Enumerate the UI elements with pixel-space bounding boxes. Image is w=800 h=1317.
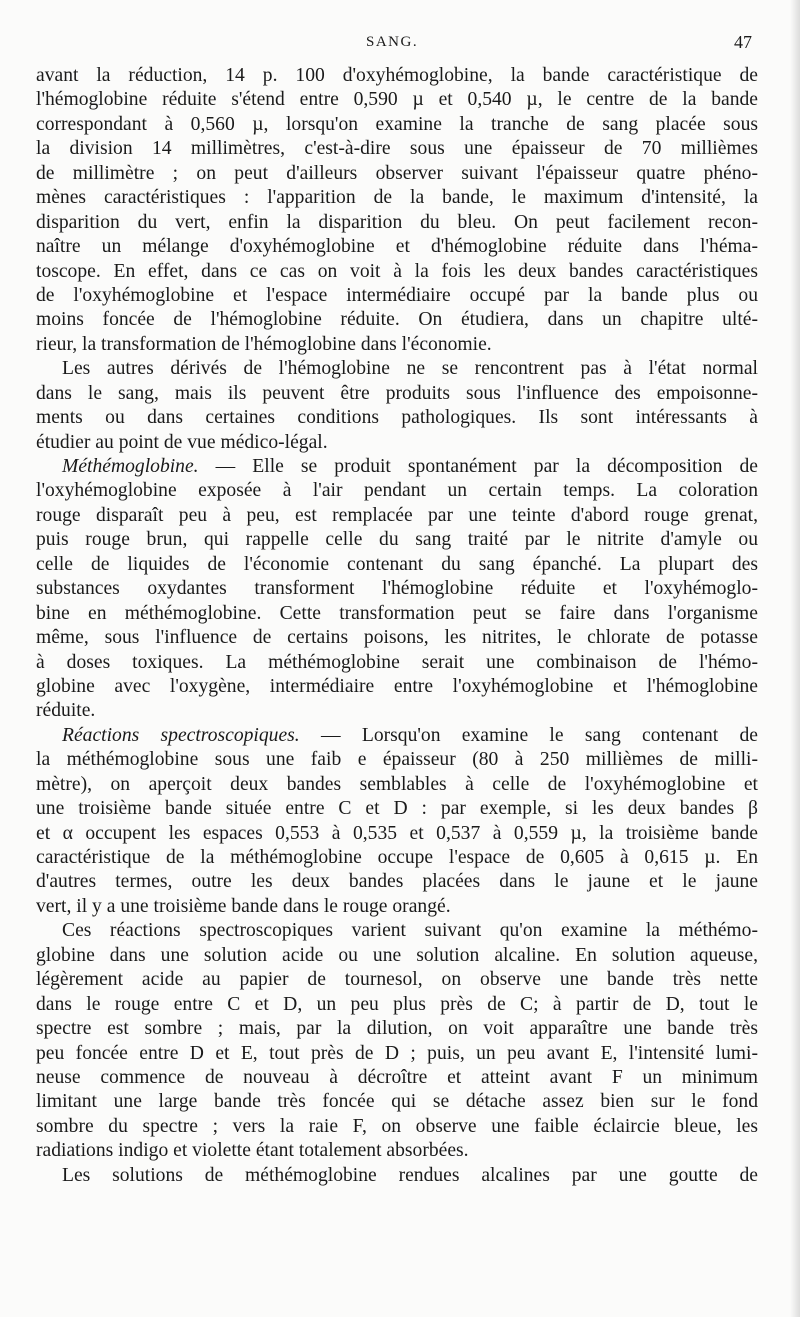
text-line: radiations indigo et violette étant totalement absorbées. [36, 1140, 469, 1162]
text-line: limitant une large bande très foncée qui se détache assez bien sur le fond [36, 1091, 758, 1113]
text-line: même, sous l'influence de certains poisons, les nitrites, le chlorate de potasse [36, 627, 758, 649]
text-line: avant la réduction, 14 p. 100 d'oxyhémoglobine, la bande caractéristique de [36, 65, 758, 86]
text-line: étudier au point de vue médico-légal. [36, 431, 328, 453]
section-heading-reactions: Réactions spectroscopiques. [62, 724, 300, 746]
text-line: dans le sang, mais ils peuvent être produits sous l'influence des empoisonne- [36, 382, 758, 404]
text-line: à doses toxiques. La méthémoglobine serait une combinaison de l'hémo- [36, 651, 758, 673]
paragraph-heading-line [36, 724, 758, 748]
text-line: neuse commence de nouveau à décroître et atteint avant F un minimum [36, 1066, 758, 1088]
text-line: globine dans une solution acide ou une solution alcaline. En solution aqueuse, [36, 944, 758, 966]
text-line: dans le rouge entre C et D, un peu plus près de C; à partir de D, tout le [36, 993, 758, 1015]
text-line: ments ou dans certaines conditions pathologiques. Ils sont intéressants à [36, 407, 758, 429]
text-line: de l'oxyhémoglobine et l'espace intermédiaire occupé par la bande plus ou [36, 284, 758, 306]
text-line: toscope. En effet, dans ce cas on voit à la fois les deux bandes caractéristiques [36, 260, 758, 282]
text-line: une troisième bande située entre C et D : par exemple, si les deux bandes β [36, 798, 758, 820]
text-line: correspondant à 0,560 µ, lorsqu'on examine la tranche de sang placée sous [36, 113, 758, 135]
body-text [36, 64, 758, 1188]
text-line: de millimètre ; on peut d'ailleurs observer suivant l'épaisseur quatre phéno- [36, 162, 758, 184]
text-line: d'autres termes, outre les deux bandes placées dans le jaune et le jaune [36, 871, 758, 893]
text-line: l'hémoglobine réduite s'étend entre 0,590 µ et 0,540 µ, le centre de la bande [36, 89, 758, 111]
text-line: réduite. [36, 700, 96, 722]
text-line: vert, il y a une troisième bande dans le rouge orangé. [36, 895, 451, 917]
text-line: Ces réactions spectroscopiques varient suivant qu'on examine la méthémo- [62, 920, 758, 942]
text-line: la méthémoglobine sous une faib e épaisseur (80 à 250 millièmes de milli- [36, 749, 758, 771]
running-head [0, 34, 800, 54]
text-line: rouge disparaît peu à peu, est remplacée par une teinte d'abord rouge grenat, [36, 504, 758, 526]
page-number: 47 [734, 32, 752, 52]
page-edge-shadow [790, 0, 800, 1317]
text-line-continuation: — Lorsqu'on examine le sang contenant de [320, 724, 758, 746]
text-line-continuation: — Elle se produit spontanément par la décomposition de [215, 456, 758, 477]
text-line: disparition du vert, enfin la disparition du bleu. On peut facilement recon- [36, 211, 758, 233]
section-heading-methemoglobine: Méthémoglobine. [62, 456, 199, 477]
text-line: puis rouge brun, qui rappelle celle du sang traité par le nitrite d'amyle ou [36, 529, 758, 551]
text-line: globine avec l'oxygène, intermédiaire entre l'oxyhémoglobine et l'hémoglobine [36, 675, 758, 697]
text-line: légèrement acide au papier de tournesol, on observe une bande très nette [36, 969, 758, 991]
text-line: caractéristique de la méthémoglobine occupe l'espace de 0,605 à 0,615 µ. En [36, 847, 758, 868]
text-line: l'oxyhémoglobine exposée à l'air pendant un certain temps. La coloration [36, 480, 758, 502]
text-line: Les solutions de méthémoglobine rendues alcalines par une goutte de [62, 1164, 758, 1186]
text-line: sombre du spectre ; vers la raie F, on observe une faible éclaircie bleue, les [36, 1115, 758, 1137]
running-title: SANG. [366, 34, 419, 50]
text-line: mènes caractéristiques : l'apparition de la bande, le maximum d'intensité, la [36, 187, 758, 209]
text-line: bine en méthémoglobine. Cette transformation peut se faire dans l'organisme [36, 602, 758, 624]
text-line: peu foncée entre D et E, tout près de D ; puis, un peu avant E, l'intensité lumi- [36, 1042, 758, 1064]
text-line: substances oxydantes transforment l'hémoglobine réduite et l'oxyhémoglo- [36, 578, 758, 600]
text-line: moins foncée de l'hémoglobine réduite. On étudiera, dans un chapitre ulté- [36, 309, 758, 331]
text-line: naître un mélange d'oxyhémoglobine et d'hémoglobine réduite dans l'héma- [36, 236, 758, 258]
text-line: mètre), on aperçoit deux bandes semblables à celle de l'oxyhémoglobine et [36, 773, 758, 795]
text-line: la division 14 millimètres, c'est-à-dire sous une épaisseur de 70 millièmes [36, 138, 758, 160]
text-line: et α occupent les espaces 0,553 à 0,535 et 0,537 à 0,559 µ, la troisième bande [36, 822, 758, 844]
paragraph-heading-line [36, 455, 758, 479]
text-line: Les autres dérivés de l'hémoglobine ne se rencontrent pas à l'état normal [62, 358, 758, 380]
text-line: rieur, la transformation de l'hémoglobine dans l'économie. [36, 333, 492, 355]
text-line: spectre est sombre ; mais, par la dilution, on voit apparaître une bande très [36, 1018, 758, 1040]
text-line: celle de liquides de l'économie contenant du sang épanché. La plupart des [36, 553, 758, 575]
